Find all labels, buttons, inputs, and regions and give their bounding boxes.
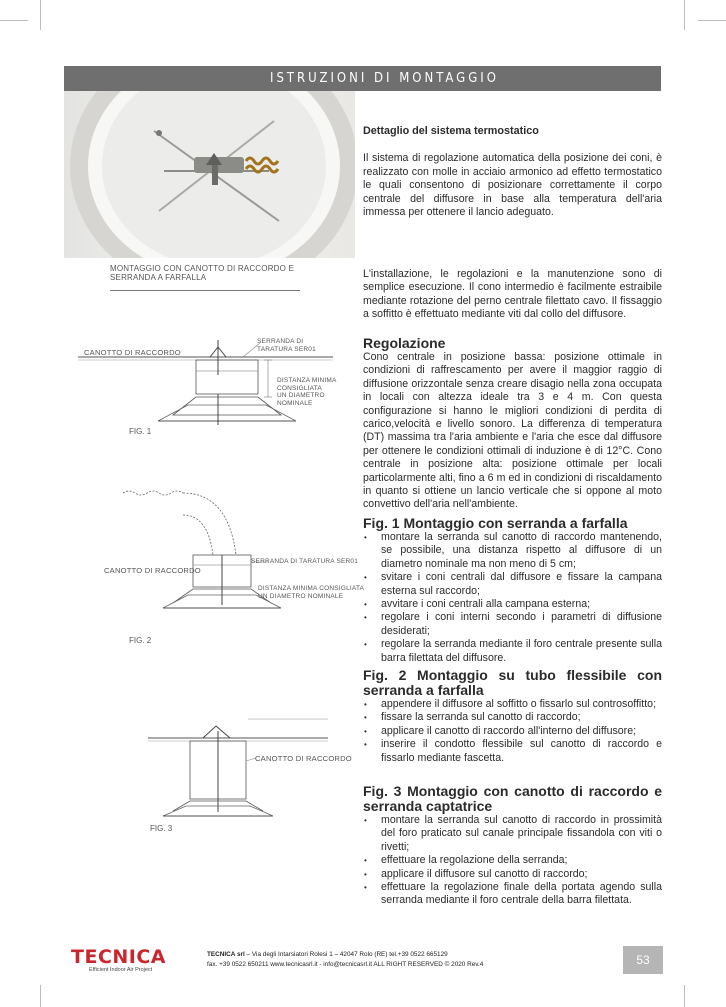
drawings-heading-rule	[110, 290, 300, 291]
list-item: • fissare la serranda sul canotto di raccordo;	[381, 711, 662, 724]
fig1-label: FIG. 1	[129, 427, 152, 436]
fig2-list	[363, 698, 662, 765]
fig3-section	[363, 784, 662, 908]
fig2-distance-line: UN DIAMETRO NOMINALE	[258, 593, 344, 600]
fig2-serranda-label: SERRANDA DI TARATURA SER01	[251, 558, 359, 565]
fig3-list	[363, 814, 662, 908]
list-item: • effettuare la regolazione della serranda;	[381, 854, 662, 867]
crop-mark	[684, 0, 685, 30]
thermostat-photo	[64, 91, 355, 258]
list-item: • montare la serranda sul canotto di raccordo mantenendo, se possibile, una distanza rispetto al diffusore di un diametro nominale ma non meno di 5 cm;	[381, 531, 662, 571]
logo-wordmark: TECNICA	[71, 946, 167, 968]
page-title: ISTRUZIONI DI MONTAGGIO	[270, 71, 499, 86]
installation-section	[363, 268, 662, 322]
list-item: • applicare il canotto di raccordo all'interno del diffusore;	[381, 725, 662, 738]
crop-mark	[40, 985, 41, 1007]
list-item: • avvitare i coni centrali alla campana esterna;	[381, 598, 662, 611]
footer-line-2: fax. +39 0522 650211 www.tecnicasrl.it - info@tecnicasrl.it ALL RIGHT RESERVED © 2020 Rev.4	[207, 960, 484, 968]
page-header-bar	[64, 66, 661, 91]
list-item: • svitare i coni centrali dal diffusore e fissare la campana esterna sul raccordo;	[381, 571, 662, 598]
fig1-distance-line: NOMINALE	[277, 399, 313, 407]
list-item: • inserire il condotto flessibile sul canotto di raccordo e fissarlo mediante fascetta.	[381, 738, 662, 765]
list-item: • regolare la serranda mediante il foro centrale presente sulla barra filettata del diffusore.	[381, 638, 662, 665]
footer-line-1	[207, 950, 483, 960]
crop-mark	[684, 985, 685, 1007]
page-number: 53	[623, 946, 663, 974]
footer-address: – Via degli Intarsiatori Rolesi 1 – 42047 Rolo (RE) tel.+39 0522 665129	[244, 951, 448, 958]
fig1-distance-line: CONSIGLIATA	[277, 384, 322, 392]
list-item: • montare la serranda sul canotto di raccordo in prossimità del foro praticato sul canale principale fissandola con viti o rivetti;	[381, 814, 662, 854]
thermostat-body: Il sistema di regolazione automatica della posizione dei coni, è realizzato con molle in acciaio armonico ad effetto termostatico le quali consentono di posizionare correttamente il corpo centrale del diffusore in base alla temperatura dell'aria immessa per ottenere il lancio adeguato.	[363, 152, 662, 219]
fig2-distance-label	[258, 585, 364, 601]
fig1-list	[363, 531, 662, 665]
fig1-distance-label	[277, 377, 337, 407]
drawings-heading-line: SERRANDA A FARFALLA	[110, 273, 207, 282]
drawings-heading	[110, 264, 294, 282]
regolazione-section	[363, 336, 662, 512]
thermostat-title: Dettaglio del sistema termostatico	[363, 125, 539, 137]
fig2-distance-line: DISTANZA MINIMA CONSIGLIATA	[258, 585, 365, 592]
fig2-title: Fig. 2 Montaggio su tubo flessibile con serranda a farfalla	[363, 667, 662, 698]
footer-company: TECNICA srl	[207, 951, 245, 958]
fig3-canotto-label: CANOTTO DI RACCORDO	[255, 754, 352, 763]
list-item: • effettuare la regolazione finale della portata agendo sulla serranda mediante il foro centrale della barra filettata.	[381, 881, 662, 908]
fig3-title: Fig. 3 Montaggio con canotto di raccordo e serranda captatrice	[363, 783, 662, 814]
fig1-distance-line: UN DIAMETRO	[277, 392, 325, 399]
fig1-serranda-line: TARATURA SER01	[257, 346, 316, 353]
list-item: • applicare il diffusore sul canotto di raccordo;	[381, 868, 662, 881]
tecnica-logo	[71, 947, 166, 973]
logo-tagline: Efficient Indoor Air Project	[89, 967, 153, 973]
fig1-serranda-line: SERRANDA DI	[257, 338, 304, 345]
crop-mark	[40, 0, 41, 30]
fig1-serranda-label	[257, 338, 316, 354]
fig2-section	[363, 668, 662, 765]
fig1-title: Fig. 1 Montaggio con serranda a farfalla	[363, 515, 628, 531]
regolazione-body: Cono centrale in posizione bassa: posizione ottimale in condizioni di raffrescamento per avere il maggior raggio di diffusione orizzontale senza creare disagio nella zona occupata in locali con altezza ideale tra 3 e 4 m. Con questa configurazione si hanno le migliori condizioni di perdita di carico,velocità e livello sonoro. La differenza di temperatura (DT) massima tra l'aria ambiente e l'aria che esce dal diffusore per ottenere le condizioni ottimali di induzione è di 12°C. Cono centrale in posizione alta: posizione ottimale per locali particolarmente alti, fino a 6 m ed in condizioni di riscaldamento in quanto si ottiene un lancio verticale che si oppone al moto convettivo dell'aria nell'ambiente.	[363, 351, 662, 511]
fig2-label: FIG. 2	[129, 636, 152, 645]
crop-mark	[0, 20, 28, 21]
regolazione-title: Regolazione	[363, 335, 446, 351]
thermostat-photo-drawing	[64, 91, 355, 258]
fig1-section	[363, 516, 662, 665]
fig1-canotto-label: CANOTTO DI RACCORDO	[84, 348, 181, 357]
list-item: • appendere il diffusore al soffitto o fissarlo sul controsoffitto;	[381, 698, 662, 711]
list-item: • regolare i coni interni secondo i parametri di diffusione desiderati;	[381, 611, 662, 638]
footer-contacts	[207, 950, 483, 969]
crop-mark	[698, 20, 726, 21]
fig3-drawing	[148, 716, 348, 821]
installation-body: L'installazione, le regolazioni e la manutenzione sono di semplice esecuzione. Il cono intermedio è facilmente estraibile mediante rotazione del perno centrale filettato cavo. Il fissaggio a soffitto è effettuato mediante viti dal collo del diffusore.	[363, 268, 662, 321]
fig3-label: FIG. 3	[150, 824, 173, 833]
fig2-canotto-label: CANOTTO DI RACCORDO	[104, 566, 201, 575]
thermostat-section	[363, 125, 662, 219]
drawings-heading-line: MONTAGGIO CON CANOTTO DI RACCORDO E	[110, 264, 295, 273]
fig1-distance-line: DISTANZA MINIMA	[277, 377, 337, 384]
